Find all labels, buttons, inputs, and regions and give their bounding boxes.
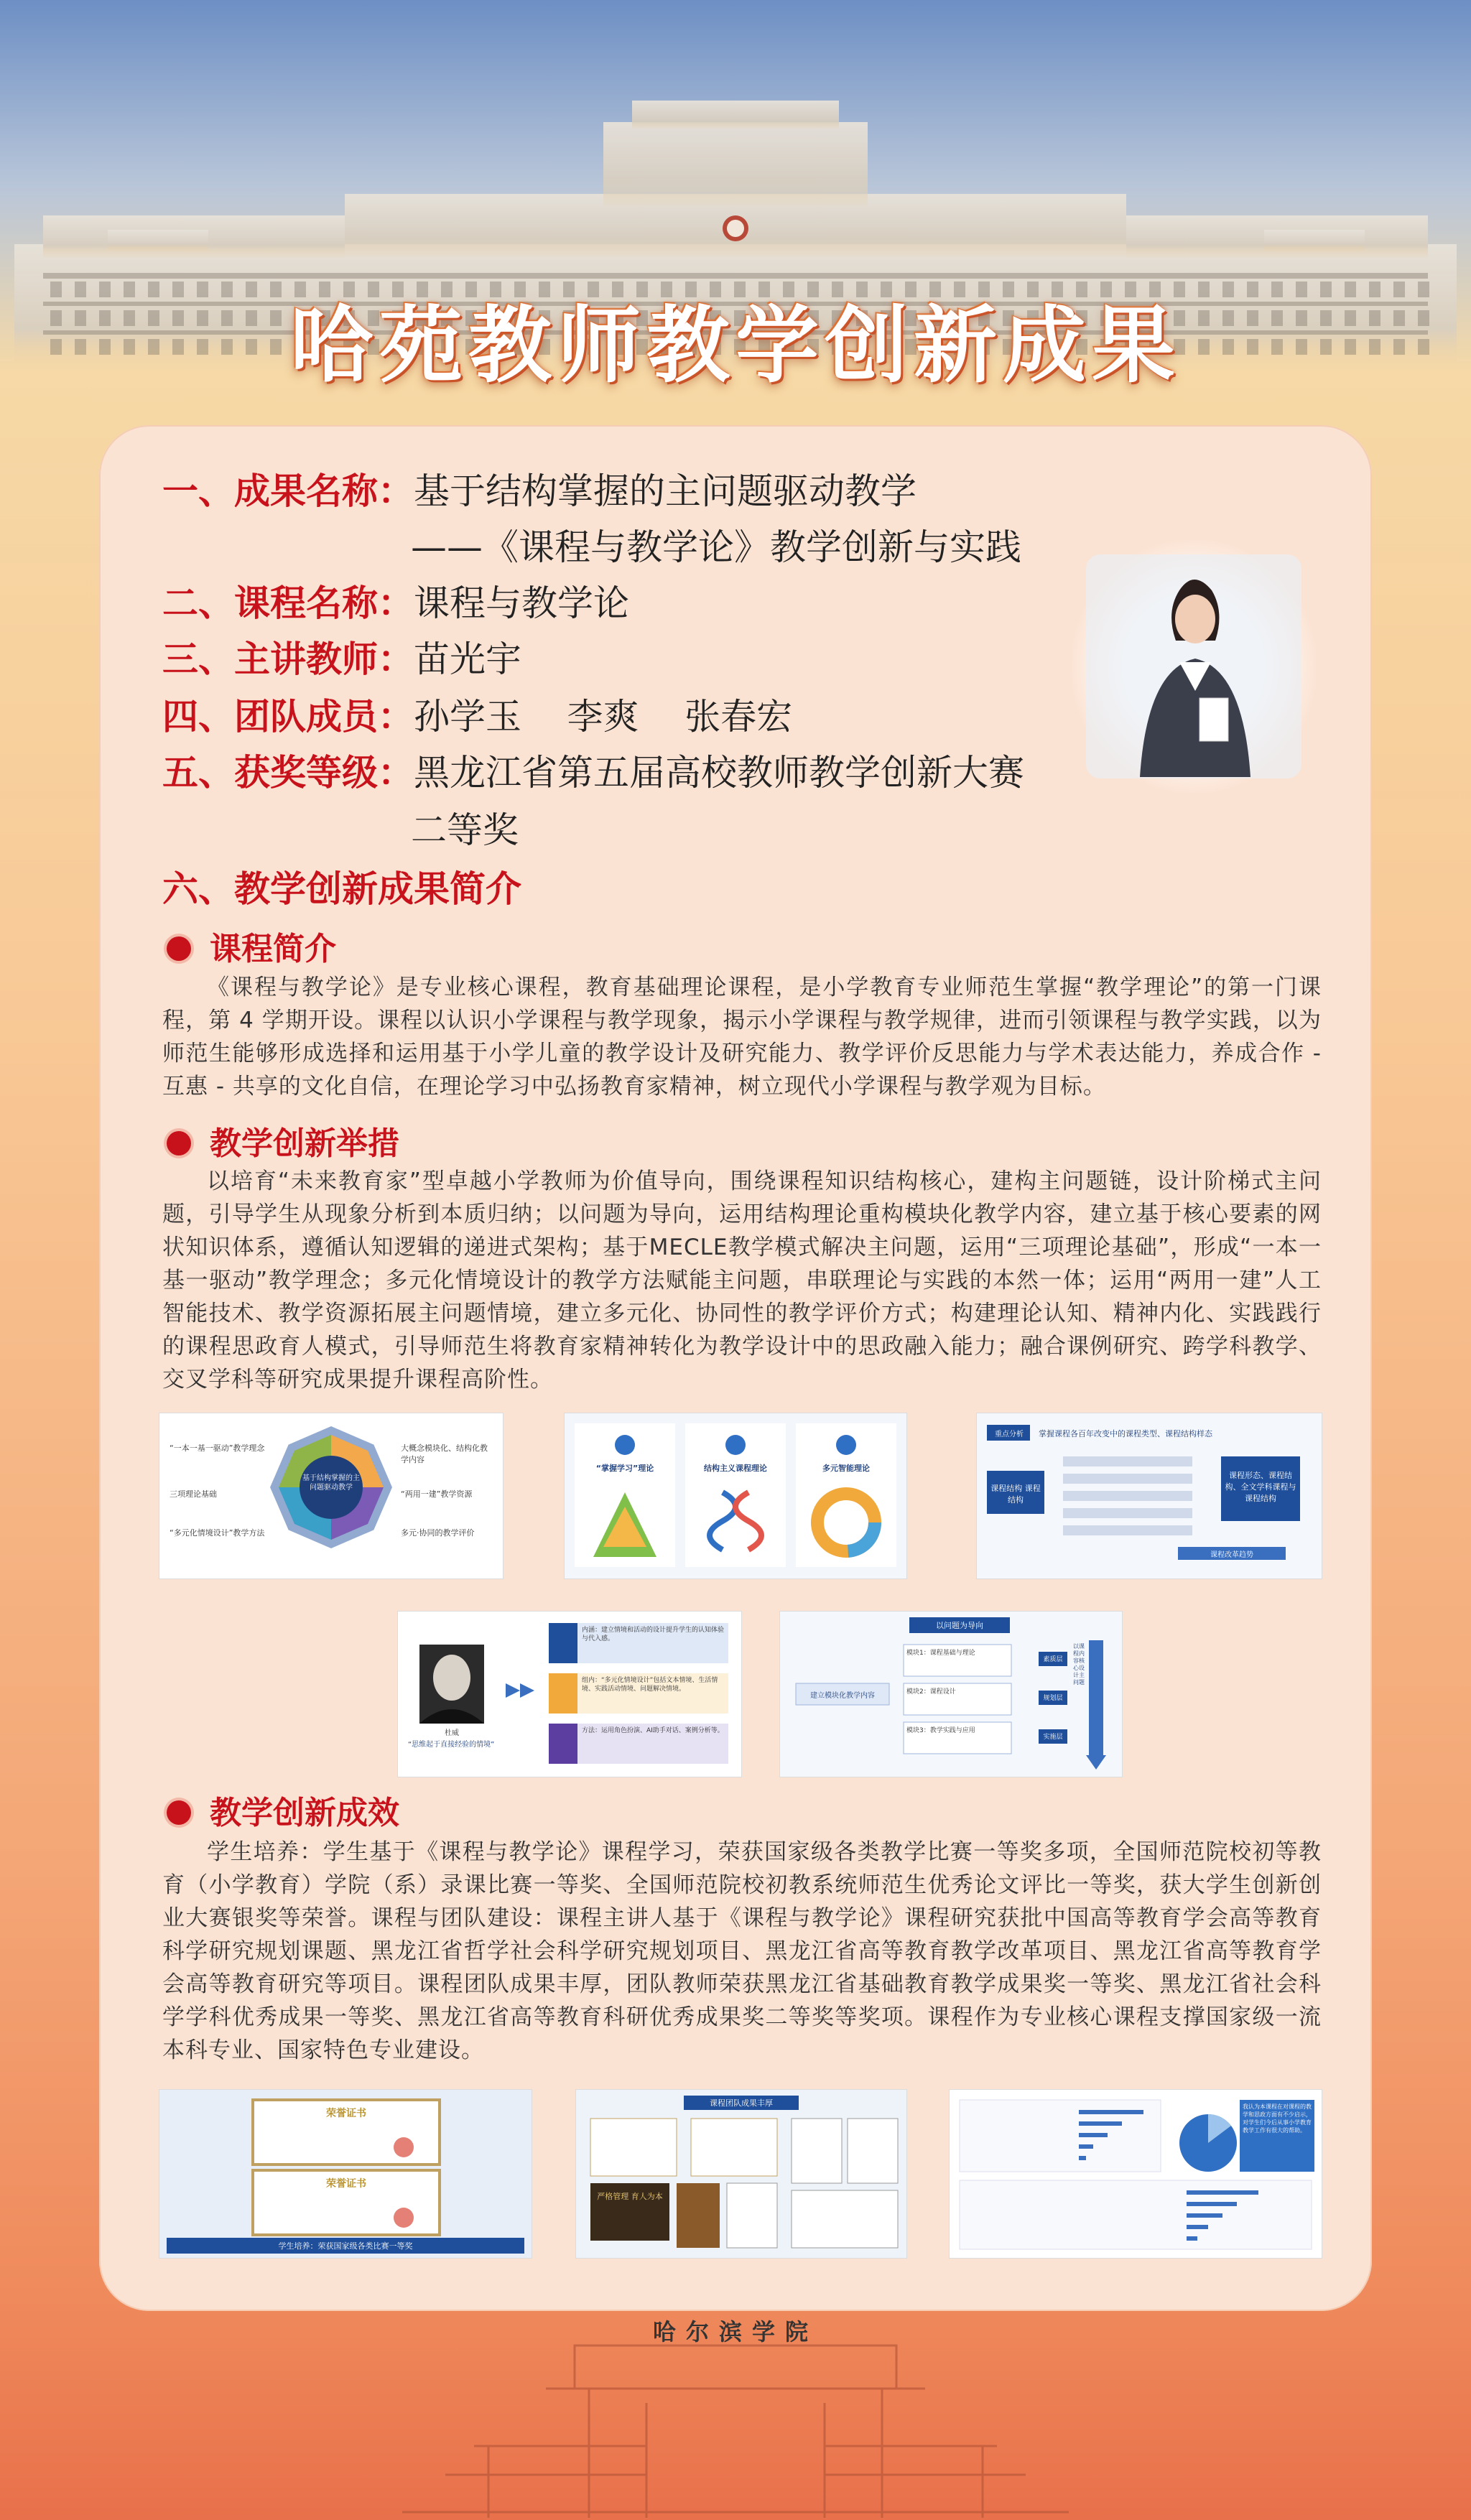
info-label: 五、获奖等级：: [162, 752, 414, 794]
info-team-members: [162, 694, 792, 740]
figure-key-analysis: [977, 1413, 1322, 1579]
fig4-caption: 杜威: [445, 1729, 459, 1737]
figure-certificates: [159, 2090, 532, 2258]
info-value: 黑龙江省第五届高校教师教学创新大赛: [414, 752, 1024, 794]
info-achievement-subtitle: ——《课程与教学论》教学创新与实践: [411, 526, 1021, 568]
fig3-tag: 重点分析: [995, 1431, 1024, 1438]
info-label: 二、课程名称：: [162, 582, 414, 624]
figure-teaching-framework: [159, 1413, 503, 1579]
fig6-cert-title: 荣誉证书: [326, 2178, 366, 2190]
figure-situational-design: [398, 1612, 741, 1777]
fig5-top: 以问题为导向: [936, 1621, 983, 1630]
fig3-foot: 课程改革趋势: [1210, 1551, 1253, 1559]
fig5-right: 规划层: [1043, 1695, 1063, 1702]
fig5-side: 以课程内容核心设计主问题: [1073, 1643, 1085, 1686]
fig1-left-label: “一本一基一驱动”教学理念: [170, 1443, 265, 1453]
section-heading-course-intro: [167, 923, 336, 969]
section-text-effects: 学生培养：学生基于《课程与教学论》课程学习，荣获国家级各类教学比赛一等奖多项，全国师范院校初等教育（小学教育）学院（系）录课比赛一等奖、全国师范院校初教系统师范生优秀论文评比一等奖，获大学生创新创业大赛银奖等荣誉。课程与团队建设：课程主讲人基于《课程与教学论》课程研究获批中国高等教育学会高等教育科学研究规划课题、黑龙江省哲学社会科学研究规划项目、黑龙江省高等教育教学改革项目、黑龙江省高等教育学会高等教育研究等项目。课程团队成果丰厚，团队教师荣获黑龙江省基础教育教学成果奖一等奖、黑龙江省社会科学学科优秀成果一等奖、黑龙江省高等教育科研优秀成果奖二等奖等奖项。课程作为专业核心课程支撑国家级一流本科专业、国家特色专业建设。: [162, 1839, 1322, 2063]
fig4-row: 组内：“多元化情境设计”包括文本情境、生活情境、实践活动情境、问题解决情境。: [582, 1677, 718, 1693]
fig5-right: 素质层: [1043, 1656, 1063, 1663]
fig7-book: 严格管理 育人为本: [597, 2192, 663, 2201]
fig2-label: 多元智能理论: [822, 1464, 870, 1473]
bullet-dot-icon: [167, 1131, 191, 1156]
fig6-caption: 学生培养：荣获国家级各类比赛一等奖: [278, 2241, 413, 2251]
fig1-left-label: “多元化情境设计”教学方法: [170, 1528, 265, 1538]
fig3-left: 课程结构 课程结构: [990, 1484, 1041, 1505]
fig3-right: 课程形态、课程结构、全文学科课程与课程结构: [1225, 1471, 1296, 1503]
info-award-level: [162, 750, 1024, 796]
fig5-module: 模块3：教学实践与应用: [906, 1727, 975, 1734]
info-value: 基于结构掌握的主问题驱动教学: [414, 470, 917, 512]
teacher-portrait: [1072, 540, 1316, 793]
fig5-module: 模块2：课程设计: [906, 1688, 956, 1696]
info-course-name: [162, 580, 629, 626]
fig8-callout: 我认为本课程在对课程的教学和思政方面有不少启示，对学生们今后从事小学教育教学工作有很大的帮助。: [1243, 2103, 1312, 2134]
section-heading-text: 课程简介: [210, 931, 336, 967]
section-heading-text: 教学创新成效: [210, 1795, 399, 1831]
section-heading-text: 教学创新举措: [210, 1125, 399, 1162]
fig4-row: 内涵：建立情境和活动的设计提升学生的认知体验与代入感。: [582, 1627, 725, 1642]
campus-gate-illustration: [402, 2324, 1069, 2520]
fig2-label: “掌握学习”理论: [595, 1464, 654, 1473]
university-logo-text: 哈尔滨学院: [652, 2318, 818, 2345]
fig5-left: 建立模块化教学内容: [810, 1692, 875, 1700]
info-lead-teacher: [162, 636, 521, 682]
info-label: 四、团队成员：: [162, 696, 414, 738]
info-label: 六、教学创新成果简介: [162, 868, 521, 910]
portrait-figure: [1072, 540, 1316, 793]
info-summary-heading: [162, 866, 521, 912]
bullet-dot-icon: [167, 1800, 191, 1825]
info-achievement-name: [162, 468, 917, 514]
fig7-header: 课程团队成果丰厚: [710, 2098, 773, 2108]
figure-survey-results: [950, 2090, 1322, 2258]
info-label: 三、主讲教师：: [162, 638, 414, 680]
section-heading-effects: [167, 1787, 399, 1833]
fig2-label: 结构主义课程理论: [704, 1464, 767, 1473]
info-value: 孙学玉 李爽 张春宏: [414, 696, 793, 738]
section-text-course-intro: 《课程与教学论》是专业核心课程，教育基础理论课程，是小学教育专业师范生掌握“教学理论”的第一门课程，第 4 学期开设。课程以认识小学课程与教学现象，揭示小学课程与教学规律，进而引领课程与教学实践，以为师范生能够形成选择和运用基于小学儿童的教学设计及研究能力、教学评价反思能力与学术表达能力，养成合作 - 互惠 - 共享的文化自信，在理论学习中弘扬教育家精神，树立现代小学课程与教学观为目标。: [162, 975, 1322, 1099]
fig1-center-label: 基于结构掌握的主问题驱动教学: [302, 1474, 360, 1492]
figure-team-achievements: [576, 2090, 906, 2258]
page-title: 哈苑教师教学创新成果: [290, 297, 1181, 394]
section-text-measures: 以培育“未来教育家”型卓越小学教师为价值导向，围绕课程知识结构核心，建构主问题链，设计阶梯式主问题，引导学生从现象分析到本质归纳；以问题为导向，运用结构理论重构模块化教学内容，建立基于核心要素的网状知识体系，遵循认知逻辑的递进式架构；基于MECLE教学模式解决主问题，运用“三项理论基础”，形成“一本一基一驱动”教学理念；多元化情境设计的教学方法赋能主问题，串联理论与实践的本然一体；运用“两用一建”人工智能技术、教学资源拓展主问题情境，建立多元化、协同性的教学评价方式；构建理论认知、精神内化、实践践行的课程思政育人模式，引导师范生将教育家精神转化为教学设计中的思政融入能力；融合课例研究、跨学科教学、交叉学科等研究成果提升课程高阶性。: [162, 1168, 1322, 1392]
bullet-dot-icon: [167, 936, 191, 961]
figure-modular-content: [780, 1612, 1122, 1777]
info-award-level-cont: 二等奖: [411, 809, 519, 851]
section-heading-measures: [167, 1117, 399, 1163]
fig6-cert-title: 荣誉证书: [326, 2108, 366, 2119]
fig1-right-label: “两用一建”教学资源: [401, 1489, 473, 1499]
info-value: 苗光宇: [414, 638, 521, 680]
fig5-module: 模块1：课程基础与理论: [906, 1650, 975, 1657]
fig1-right-label: 多元·协同的教学评价: [401, 1528, 475, 1538]
info-label: 一、成果名称：: [162, 470, 414, 512]
fig4-quote: “思维起于直接经验的情境”: [408, 1741, 495, 1749]
fig4-row: 方法：运用角色扮演、AI助手对话、案例分析等。: [582, 1727, 724, 1734]
figure-theory-basis: [565, 1413, 906, 1579]
fig3-head: 掌握课程各百年改变中的课程类型、课程结构样态: [1039, 1429, 1212, 1438]
info-value: 课程与教学论: [414, 582, 629, 624]
fig5-right: 实施层: [1043, 1734, 1063, 1741]
fig1-left-label: 三项理论基础: [170, 1489, 217, 1499]
fig1-right-label: 大概念模块化、结构化教学内容: [401, 1443, 488, 1464]
